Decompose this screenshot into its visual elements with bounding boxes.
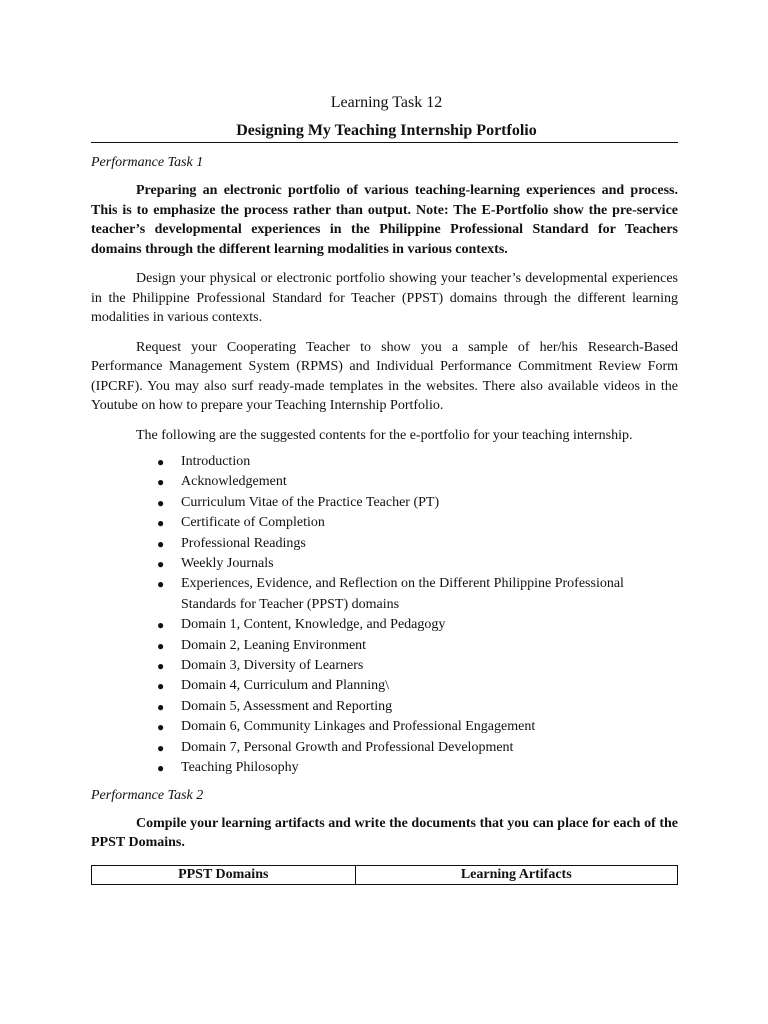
list-item (155, 513, 678, 533)
list-item-text: Curriculum Vitae of the Practice Teacher (PT) (181, 494, 440, 510)
task1-paragraph-2: Request your Cooperating Teacher to show you a sample of her/his Research-Based Performance Management System (RPMS) and Individual Performance Commitment Review Form (IPCRF). You may also surf ready-made templates in the websites. There also available videos in the Youtube on how to prepare your Teaching Internship Portfolio. (91, 339, 678, 413)
list-item-text: Domain 5, Assessment and Reporting (181, 698, 393, 714)
bullet-icon: ● (157, 475, 165, 490)
list-item (155, 636, 678, 656)
bullet-icon: ● (157, 638, 165, 653)
performance-task-1-label: Performance Task 1 (91, 155, 204, 170)
list-item (155, 758, 678, 778)
bullet-icon: ● (157, 455, 165, 469)
bullet-icon: ● (157, 761, 165, 776)
bullet-icon: ● (157, 536, 165, 551)
document-page (91, 92, 678, 885)
bullet-icon: ● (157, 740, 165, 755)
task1-paragraph-3: The following are the suggested contents for the e-portfolio for your teaching internship. (136, 427, 633, 443)
list-item (155, 554, 678, 574)
list-item-text: Acknowledgement (181, 474, 287, 490)
table-header-row (92, 865, 678, 884)
table-header-ppst-domains: PPST Domains (92, 865, 356, 884)
document-title: Designing My Teaching Internship Portfolio (91, 120, 678, 143)
list-item (155, 493, 678, 513)
table-header-learning-artifacts: Learning Artifacts (355, 865, 678, 884)
performance-task-2-label: Performance Task 2 (91, 787, 204, 803)
list-item-text: Domain 4, Curriculum and Planning\ (181, 678, 390, 694)
bullet-icon: ● (157, 659, 165, 674)
list-item-text: Weekly Journals (181, 556, 274, 572)
list-item (155, 615, 678, 635)
list-item (155, 717, 678, 737)
suggested-contents-list (91, 452, 678, 779)
task1-paragraph-1: Design your physical or electronic portfolio showing your teacher’s developmental experiences in the Philippine Professional Standard for Teacher (PPST) domains through the different learning modalities in various contexts. (91, 271, 678, 325)
list-item (155, 452, 678, 472)
list-item-text: Professional Readings (181, 535, 306, 551)
bullet-icon: ● (157, 577, 165, 592)
ppst-artifacts-table (91, 865, 678, 885)
list-item-text: Certificate of Completion (181, 515, 325, 531)
list-item-text: Experiences, Evidence, and Reflection on the Different Philippine Professional Standards for Teacher (PPST) domains (181, 576, 624, 612)
list-item (155, 656, 678, 676)
list-item-text: Domain 2, Leaning Environment (181, 637, 367, 653)
bullet-icon: ● (157, 516, 165, 531)
list-item (155, 534, 678, 554)
list-item-text: Domain 6, Community Linkages and Professional Engagement (181, 719, 536, 735)
learning-task-heading: Learning Task 12 (330, 94, 443, 111)
list-item (155, 472, 678, 492)
list-item-text: Domain 3, Diversity of Learners (181, 658, 364, 674)
task1-bold-intro: Preparing an electronic portfolio of various teaching-learning experiences and process. This is to emphasize the process rather than output. Note: The E-Portfolio show the pre-service teacher’s developmental experiences in the Philippine Professional Standard for Teachers domains through the different learning modalities in various contexts. (91, 183, 678, 257)
list-item-text: Teaching Philosophy (181, 760, 299, 776)
list-item (155, 697, 678, 717)
task2-bold-intro: Compile your learning artifacts and write the documents that you can place for each of the PPST Domains. (91, 815, 678, 850)
bullet-icon: ● (157, 699, 165, 714)
list-item (155, 738, 678, 758)
bullet-icon: ● (157, 720, 165, 735)
bullet-icon: ● (157, 679, 165, 694)
list-item (155, 574, 678, 615)
list-item-text: Domain 1, Content, Knowledge, and Pedagogy (181, 617, 446, 633)
list-item (155, 676, 678, 696)
bullet-icon: ● (157, 495, 165, 510)
bullet-icon: ● (157, 557, 165, 572)
list-item-text: Introduction (181, 454, 251, 469)
list-item-text: Domain 7, Personal Growth and Professional Development (181, 739, 514, 755)
bullet-icon: ● (157, 618, 165, 633)
